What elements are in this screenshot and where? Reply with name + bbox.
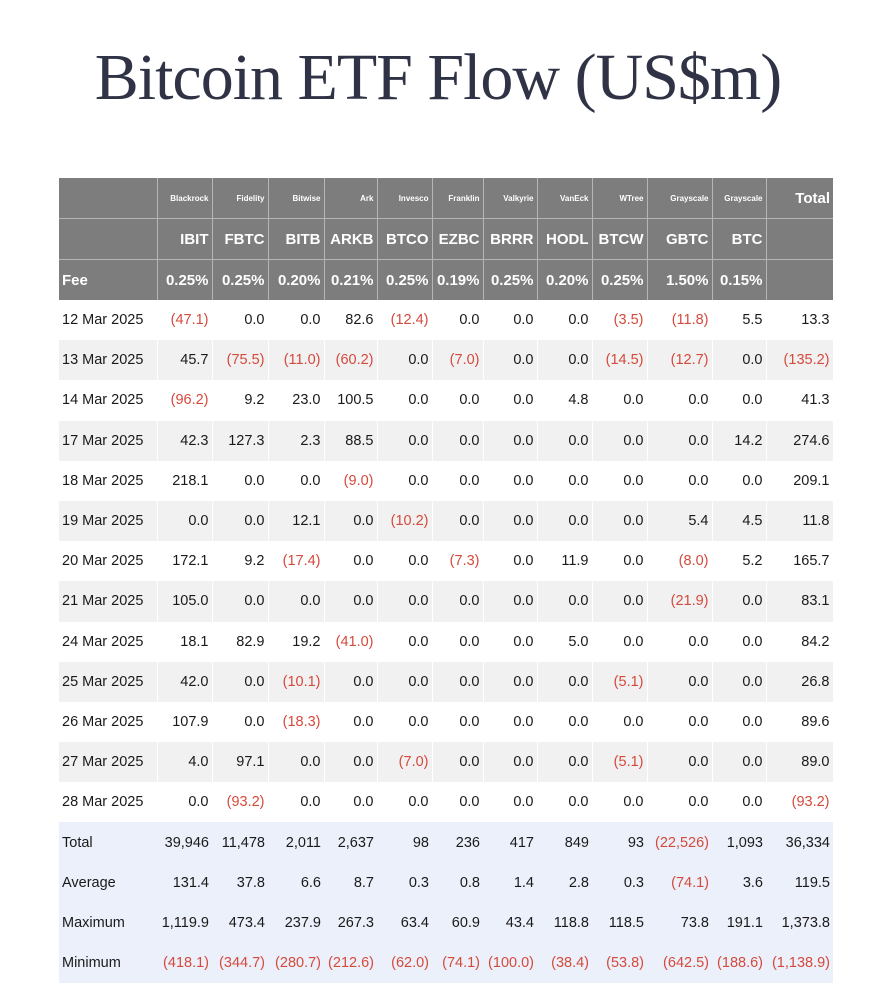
issuer-header: Grayscale (712, 178, 766, 219)
table-row (59, 662, 833, 702)
flow-cell: 11.9 (537, 541, 592, 581)
summary-cell: 1,119.9 (157, 903, 212, 943)
flow-cell: 0.0 (712, 662, 766, 702)
row-total-cell: 26.8 (766, 662, 833, 702)
flow-cell: (93.2) (212, 782, 268, 822)
summary-cell: (74.1) (432, 943, 483, 983)
table-row (59, 742, 833, 782)
flow-cell: 0.0 (647, 782, 712, 822)
flow-cell: 0.0 (324, 742, 377, 782)
summary-cell: (642.5) (647, 943, 712, 983)
flow-cell: 45.7 (157, 340, 212, 380)
row-date: 18 Mar 2025 (59, 461, 157, 501)
row-date: 13 Mar 2025 (59, 340, 157, 380)
flow-cell: 0.0 (483, 541, 537, 581)
flow-cell: 0.0 (268, 581, 324, 621)
flow-cell: 0.0 (377, 340, 432, 380)
flow-cell: 4.8 (537, 380, 592, 420)
flow-cell: (12.4) (377, 300, 432, 340)
summary-cell: (74.1) (647, 863, 712, 903)
flow-rows (59, 300, 833, 822)
summary-cell: 0.8 (432, 863, 483, 903)
flow-cell: 0.0 (268, 782, 324, 822)
flow-cell: 82.6 (324, 300, 377, 340)
flow-cell: 0.0 (537, 340, 592, 380)
row-total-cell: (93.2) (766, 782, 833, 822)
row-total-cell: (135.2) (766, 340, 833, 380)
fee-value: 0.25% (157, 260, 212, 301)
summary-label: Maximum (59, 903, 157, 943)
summary-row (59, 863, 833, 903)
header-blank (766, 260, 833, 301)
flow-cell: 9.2 (212, 541, 268, 581)
issuer-header: Ark (324, 178, 377, 219)
fee-value: 1.50% (647, 260, 712, 301)
issuer-header-row (59, 178, 833, 219)
flow-cell: 0.0 (432, 300, 483, 340)
flow-cell: 88.5 (324, 421, 377, 461)
flow-cell: (5.1) (592, 742, 647, 782)
row-date: 14 Mar 2025 (59, 380, 157, 420)
ticker-header: BTCW (592, 219, 647, 260)
summary-cell: 93 (592, 822, 647, 862)
ticker-header: HODL (537, 219, 592, 260)
summary-cell: 6.6 (268, 863, 324, 903)
fee-value: 0.25% (483, 260, 537, 301)
row-total-cell: 13.3 (766, 300, 833, 340)
flow-cell: 0.0 (432, 782, 483, 822)
flow-cell: 0.0 (712, 340, 766, 380)
flow-cell: 0.0 (324, 662, 377, 702)
flow-cell: 0.0 (377, 782, 432, 822)
flow-cell: 0.0 (377, 461, 432, 501)
flow-cell: (47.1) (157, 300, 212, 340)
issuer-header: WTree (592, 178, 647, 219)
header-corner (59, 219, 157, 260)
flow-cell: 100.5 (324, 380, 377, 420)
summary-label: Average (59, 863, 157, 903)
header-blank (766, 219, 833, 260)
flow-cell: 0.0 (483, 380, 537, 420)
flow-cell: 42.0 (157, 662, 212, 702)
flow-cell: (14.5) (592, 340, 647, 380)
flow-cell: 0.0 (377, 541, 432, 581)
summary-cell: 1,373.8 (766, 903, 833, 943)
flow-cell: 0.0 (432, 501, 483, 541)
table-row (59, 782, 833, 822)
summary-cell: 43.4 (483, 903, 537, 943)
summary-cell: (100.0) (483, 943, 537, 983)
row-date: 28 Mar 2025 (59, 782, 157, 822)
flow-cell: 5.2 (712, 541, 766, 581)
ticker-header: EZBC (432, 219, 483, 260)
flow-cell: 0.0 (324, 782, 377, 822)
flow-cell: 0.0 (377, 622, 432, 662)
summary-cell: (212.6) (324, 943, 377, 983)
flow-cell: 0.0 (483, 702, 537, 742)
row-total-cell: 89.6 (766, 702, 833, 742)
row-date: 21 Mar 2025 (59, 581, 157, 621)
flow-cell: 19.2 (268, 622, 324, 662)
table-row (59, 380, 833, 420)
page-title: Bitcoin ETF Flow (US$m) (94, 41, 782, 114)
flow-cell: 0.0 (324, 702, 377, 742)
summary-row (59, 822, 833, 862)
row-date: 17 Mar 2025 (59, 421, 157, 461)
summary-cell: 0.3 (377, 863, 432, 903)
summary-cell: 2,637 (324, 822, 377, 862)
summary-cell: 473.4 (212, 903, 268, 943)
flow-cell: (7.0) (432, 340, 483, 380)
summary-cell: (53.8) (592, 943, 647, 983)
flow-cell: 0.0 (647, 742, 712, 782)
summary-cell: 131.4 (157, 863, 212, 903)
flow-cell: (75.5) (212, 340, 268, 380)
flow-cell: 0.0 (432, 421, 483, 461)
summary-cell: 2.8 (537, 863, 592, 903)
summary-cell: 98 (377, 822, 432, 862)
flow-cell: (18.3) (268, 702, 324, 742)
flow-cell: 0.0 (377, 380, 432, 420)
summary-cell: 236 (432, 822, 483, 862)
flow-cell: 5.4 (647, 501, 712, 541)
fee-value: 0.19% (432, 260, 483, 301)
flow-cell: 0.0 (212, 581, 268, 621)
flow-cell: 23.0 (268, 380, 324, 420)
flow-cell: (5.1) (592, 662, 647, 702)
issuer-header: Franklin (432, 178, 483, 219)
flow-cell: 0.0 (647, 662, 712, 702)
flow-cell: 0.0 (324, 501, 377, 541)
flow-cell: (11.8) (647, 300, 712, 340)
flow-cell: 0.0 (212, 461, 268, 501)
flow-cell: 18.1 (157, 622, 212, 662)
flow-cell: (8.0) (647, 541, 712, 581)
flow-cell: 0.0 (483, 421, 537, 461)
flow-cell: 5.0 (537, 622, 592, 662)
flow-cell: 2.3 (268, 421, 324, 461)
flow-cell: 0.0 (483, 662, 537, 702)
flow-cell: (60.2) (324, 340, 377, 380)
flow-cell: 0.0 (537, 461, 592, 501)
ticker-header: BTC (712, 219, 766, 260)
flow-cell: (10.2) (377, 501, 432, 541)
flow-cell: 0.0 (537, 300, 592, 340)
summary-row (59, 943, 833, 983)
row-total-cell: 83.1 (766, 581, 833, 621)
header-corner (59, 178, 157, 219)
fee-value: 0.20% (537, 260, 592, 301)
table-row (59, 581, 833, 621)
summary-cell: 11,478 (212, 822, 268, 862)
flow-cell: 82.9 (212, 622, 268, 662)
summary-cell: 36,334 (766, 822, 833, 862)
summary-label: Minimum (59, 943, 157, 983)
summary-row (59, 903, 833, 943)
ticker-header: BRRR (483, 219, 537, 260)
flow-cell: 0.0 (212, 702, 268, 742)
flow-cell: 0.0 (157, 782, 212, 822)
flow-cell: 105.0 (157, 581, 212, 621)
ticker-header: BTCO (377, 219, 432, 260)
summary-cell: 118.5 (592, 903, 647, 943)
ticker-header: GBTC (647, 219, 712, 260)
row-total-cell: 165.7 (766, 541, 833, 581)
fee-value: 0.20% (268, 260, 324, 301)
flow-cell: 0.0 (712, 380, 766, 420)
flow-cell: 0.0 (592, 622, 647, 662)
ticker-header: BITB (268, 219, 324, 260)
flow-cell: 0.0 (432, 702, 483, 742)
summary-cell: 39,946 (157, 822, 212, 862)
table-row (59, 622, 833, 662)
flow-cell: 0.0 (268, 300, 324, 340)
row-total-cell: 209.1 (766, 461, 833, 501)
issuer-header: Grayscale (647, 178, 712, 219)
summary-cell: 63.4 (377, 903, 432, 943)
summary-cell: (38.4) (537, 943, 592, 983)
flow-cell: 0.0 (592, 461, 647, 501)
summary-cell: (22,526) (647, 822, 712, 862)
flow-cell: 0.0 (483, 742, 537, 782)
fee-value: 0.21% (324, 260, 377, 301)
flow-cell: 9.2 (212, 380, 268, 420)
flow-cell: (9.0) (324, 461, 377, 501)
flow-cell: (21.9) (647, 581, 712, 621)
row-date: 12 Mar 2025 (59, 300, 157, 340)
flow-cell: 0.0 (268, 461, 324, 501)
flow-cell: 0.0 (483, 340, 537, 380)
flow-cell: 0.0 (592, 421, 647, 461)
flow-cell: 0.0 (712, 742, 766, 782)
row-total-cell: 89.0 (766, 742, 833, 782)
summary-cell: 73.8 (647, 903, 712, 943)
flow-cell: 218.1 (157, 461, 212, 501)
flow-cell: 0.0 (377, 421, 432, 461)
flow-cell: 0.0 (537, 501, 592, 541)
flow-cell: 0.0 (537, 421, 592, 461)
issuer-header: Fidelity (212, 178, 268, 219)
flow-cell: 0.0 (483, 622, 537, 662)
row-date: 26 Mar 2025 (59, 702, 157, 742)
flow-cell: 127.3 (212, 421, 268, 461)
summary-cell: (280.7) (268, 943, 324, 983)
row-total-cell: 41.3 (766, 380, 833, 420)
flow-cell: (96.2) (157, 380, 212, 420)
row-date: 24 Mar 2025 (59, 622, 157, 662)
flow-cell: 97.1 (212, 742, 268, 782)
flow-cell: 0.0 (212, 300, 268, 340)
summary-cell: (1,138.9) (766, 943, 833, 983)
flow-cell: (3.5) (592, 300, 647, 340)
table-row (59, 340, 833, 380)
row-total-cell: 84.2 (766, 622, 833, 662)
flow-cell: 0.0 (432, 742, 483, 782)
flow-cell: 0.0 (432, 461, 483, 501)
table-row (59, 421, 833, 461)
flow-cell: 0.0 (483, 300, 537, 340)
flow-cell: 0.0 (592, 380, 647, 420)
summary-cell: 8.7 (324, 863, 377, 903)
flow-cell: 0.0 (537, 581, 592, 621)
flow-cell: 42.3 (157, 421, 212, 461)
flow-cell: (41.0) (324, 622, 377, 662)
flow-cell: 0.0 (537, 742, 592, 782)
summary-cell: 60.9 (432, 903, 483, 943)
flow-cell: 0.0 (483, 782, 537, 822)
table-row (59, 501, 833, 541)
issuer-header: Bitwise (268, 178, 324, 219)
summary-label: Total (59, 822, 157, 862)
summary-cell: 0.3 (592, 863, 647, 903)
summary-cell: (62.0) (377, 943, 432, 983)
summary-cell: 237.9 (268, 903, 324, 943)
flow-cell: 0.0 (432, 581, 483, 621)
flow-cell: 0.0 (592, 541, 647, 581)
summary-cell: 1,093 (712, 822, 766, 862)
flow-cell: 5.5 (712, 300, 766, 340)
ticker-header: FBTC (212, 219, 268, 260)
ticker-header: ARKB (324, 219, 377, 260)
flow-cell: 0.0 (647, 380, 712, 420)
flow-cell: 0.0 (483, 461, 537, 501)
table-row (59, 461, 833, 501)
flow-cell: 0.0 (432, 662, 483, 702)
table-row (59, 541, 833, 581)
flow-cell: 0.0 (377, 702, 432, 742)
flow-cell: 12.1 (268, 501, 324, 541)
flow-cell: 0.0 (592, 501, 647, 541)
summary-cell: 267.3 (324, 903, 377, 943)
summary-cell: 3.6 (712, 863, 766, 903)
ticker-header: IBIT (157, 219, 212, 260)
flow-cell: 0.0 (377, 662, 432, 702)
flow-cell: 0.0 (212, 662, 268, 702)
summary-cell: 119.5 (766, 863, 833, 903)
summary-cell: (344.7) (212, 943, 268, 983)
fee-value: 0.25% (377, 260, 432, 301)
total-column-header: Total (766, 178, 833, 219)
flow-cell: 0.0 (324, 581, 377, 621)
flow-cell: 0.0 (712, 581, 766, 621)
flow-cell: 0.0 (647, 421, 712, 461)
table-row (59, 300, 833, 340)
summary-cell: 417 (483, 822, 537, 862)
etf-flow-table (59, 178, 834, 983)
flow-cell: 4.0 (157, 742, 212, 782)
flow-cell: 0.0 (483, 581, 537, 621)
flow-cell: 107.9 (157, 702, 212, 742)
flow-cell: 0.0 (592, 702, 647, 742)
flow-cell: 0.0 (157, 501, 212, 541)
summary-cell: 2,011 (268, 822, 324, 862)
flow-cell: 0.0 (268, 742, 324, 782)
flow-cell: 0.0 (537, 702, 592, 742)
ticker-header-row (59, 219, 833, 260)
flow-cell: 0.0 (212, 501, 268, 541)
fee-header-row (59, 260, 833, 301)
flow-cell: 0.0 (647, 702, 712, 742)
flow-cell: 4.5 (712, 501, 766, 541)
flow-cell: 0.0 (712, 622, 766, 662)
flow-cell: 0.0 (432, 622, 483, 662)
flow-cell: 0.0 (537, 782, 592, 822)
row-date: 19 Mar 2025 (59, 501, 157, 541)
flow-cell: 0.0 (712, 782, 766, 822)
flow-cell: (11.0) (268, 340, 324, 380)
issuer-header: Valkyrie (483, 178, 537, 219)
flow-cell: 0.0 (712, 461, 766, 501)
flow-cell: 0.0 (712, 702, 766, 742)
fee-value: 0.25% (212, 260, 268, 301)
row-date: 25 Mar 2025 (59, 662, 157, 702)
flow-cell: 0.0 (592, 581, 647, 621)
summary-cell: (418.1) (157, 943, 212, 983)
summary-cell: (188.6) (712, 943, 766, 983)
flow-cell: 0.0 (647, 461, 712, 501)
flow-cell: (7.3) (432, 541, 483, 581)
flow-cell: 0.0 (647, 622, 712, 662)
row-total-cell: 274.6 (766, 421, 833, 461)
summary-cell: 37.8 (212, 863, 268, 903)
row-total-cell: 11.8 (766, 501, 833, 541)
flow-cell: 0.0 (432, 380, 483, 420)
flow-cell: 172.1 (157, 541, 212, 581)
flow-cell: 0.0 (324, 541, 377, 581)
flow-cell: 0.0 (377, 581, 432, 621)
issuer-header: Blackrock (157, 178, 212, 219)
flow-cell: 0.0 (537, 662, 592, 702)
flow-cell: 0.0 (592, 782, 647, 822)
flow-cell: 0.0 (483, 501, 537, 541)
summary-cell: 118.8 (537, 903, 592, 943)
flow-cell: (7.0) (377, 742, 432, 782)
fee-value: 0.15% (712, 260, 766, 301)
summary-cell: 849 (537, 822, 592, 862)
issuer-header: VanEck (537, 178, 592, 219)
summary-cell: 1.4 (483, 863, 537, 903)
row-date: 27 Mar 2025 (59, 742, 157, 782)
flow-cell: (17.4) (268, 541, 324, 581)
flow-cell: 14.2 (712, 421, 766, 461)
fee-value: 0.25% (592, 260, 647, 301)
row-date: 20 Mar 2025 (59, 541, 157, 581)
flow-cell: (10.1) (268, 662, 324, 702)
summary-rows (59, 822, 833, 983)
table-row (59, 702, 833, 742)
fee-label: Fee (59, 260, 157, 301)
summary-cell: 191.1 (712, 903, 766, 943)
issuer-header: Invesco (377, 178, 432, 219)
flow-cell: (12.7) (647, 340, 712, 380)
